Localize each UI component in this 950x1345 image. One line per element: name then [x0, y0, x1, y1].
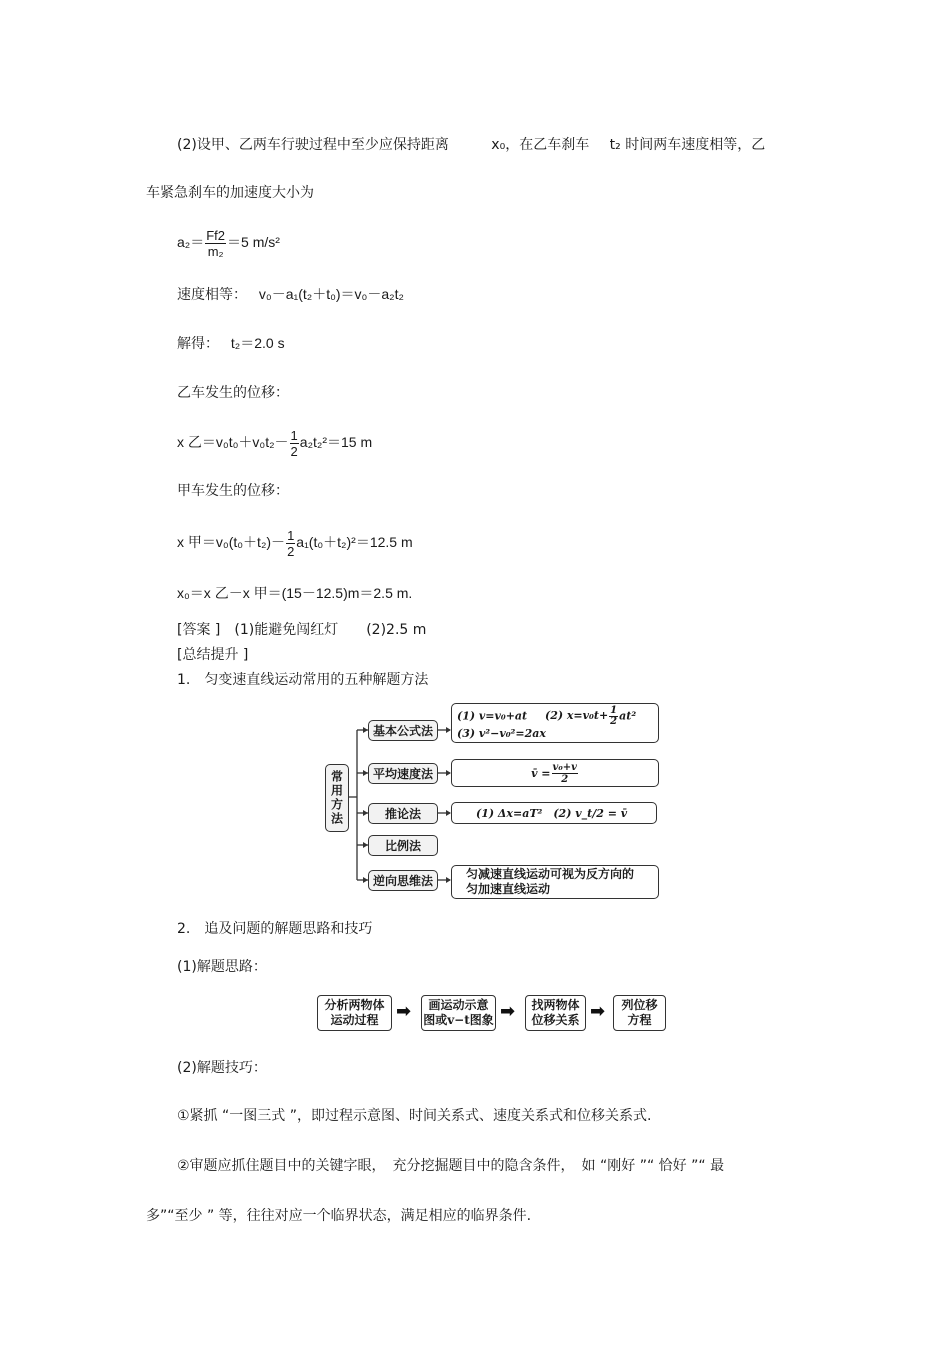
flow-arrow-2: ➡: [500, 1001, 516, 1022]
flow-step-2-line2: 图或v−t图象: [423, 1013, 494, 1027]
formula2-fraction: [552, 762, 578, 785]
part2-intro-a: (2)设甲、乙两车行驶过程中至少应保持距离: [177, 137, 449, 153]
jia-eq-lhs: x 甲＝v₀(t₀＋t₂)－: [177, 534, 286, 550]
formula2-lhs: v̄ =: [531, 766, 551, 780]
formula1-a: (1) v=v₀+at: [457, 709, 528, 722]
answer-line: [答案 ] (1)能避免闯红灯 (2)2.5 m: [177, 622, 427, 638]
formula-inference: (1) Δx=aT² (2) v_t/2 = v̄: [451, 802, 657, 824]
formula5-a: 匀减速直线运动可视为反方向的: [466, 867, 635, 881]
flow-arrow-1: ➡: [396, 1001, 412, 1022]
part2-intro-b: x₀，在乙车刹车: [491, 137, 590, 153]
yi-frac-den: 2: [290, 443, 298, 459]
flow-step-1-line2: 运动过程: [330, 1013, 379, 1027]
tip-2-line2: 多”“至少 ” 等，往往对应一个临界状态，满足相应的临界条件.: [146, 1208, 532, 1224]
jia-frac-den: 2: [287, 543, 295, 559]
formula2-num: v₀+v: [552, 761, 577, 773]
accel-den: m₂: [207, 243, 224, 259]
method-reverse-thinking: 逆向思维法: [368, 870, 438, 891]
accel-rhs: ＝5 m/s²: [227, 234, 280, 250]
formula-average-velocity: [451, 759, 659, 787]
formula-reverse-thinking: [451, 865, 659, 899]
formula-basic-line1: [457, 706, 636, 727]
section2-sub1: (1)解题思路：: [177, 959, 267, 975]
solve-eq: t₂＝2.0 s: [230, 335, 285, 351]
accel-lhs: a₂＝: [177, 234, 205, 250]
flow-arrow-3: ➡: [590, 1001, 606, 1022]
flow-step-3-line1: 找两物体: [531, 998, 580, 1012]
jia-disp-label: 甲车发生的位移：: [177, 483, 289, 499]
speed-equal-eq: v₀－a₁(t₂＋t₀)＝v₀－a₂t₂: [258, 286, 404, 302]
flow-step-2-line1: 画运动示意: [428, 998, 489, 1012]
x0-equation: x₀＝x 乙－x 甲＝(15－12.5)m＝2.5 m.: [177, 585, 413, 601]
method-inference: 推论法: [368, 803, 438, 824]
yi-disp-label: 乙车发生的位移：: [177, 385, 289, 401]
yi-eq-lhs: x 乙＝v₀t₀＋v₀t₂－: [177, 434, 289, 450]
tip-2-line1: ②审题应抓住题目中的关键字眼， 充分挖掘题目中的隐含条件， 如 “刚好 ”“ 恰好 ”“ 最: [177, 1158, 725, 1174]
flow-step-3: [525, 995, 586, 1031]
formula1-half: $\frac{1}{2}$: [610, 704, 618, 727]
flow-step-4-line1: 列位移: [621, 998, 658, 1012]
accel-num: Ff2: [206, 227, 226, 243]
part2-intro-c: t₂ 时间两车速度相等，乙: [609, 137, 766, 153]
formula1-b: (2) x=v₀t+: [544, 709, 609, 722]
jia-frac-num: 1: [287, 527, 295, 543]
methods-root: 常用方法: [325, 764, 349, 832]
method-basic-formula: 基本公式法: [368, 720, 438, 741]
yi-frac-num: 1: [290, 427, 298, 443]
flow-step-1-line1: 分析两物体: [324, 998, 385, 1012]
method-ratio: 比例法: [368, 835, 438, 856]
jia-eq-rhs: a₁(t₀＋t₂)²＝12.5 m: [296, 534, 413, 550]
section2-sub2: (2)解题技巧：: [177, 1060, 267, 1076]
summary-heading: [总结提升 ]: [177, 647, 249, 663]
flow-step-4: [613, 995, 666, 1031]
flow-step-4-line2: 方程: [627, 1013, 652, 1027]
flow-step-1: [317, 995, 392, 1031]
speed-equal-label: 速度相等：: [177, 286, 247, 302]
section2-title: 2. 追及问题的解题思路和技巧: [177, 921, 373, 937]
formula1-c: (3) v²−v₀²=2ax: [457, 726, 546, 740]
formula-basic: [451, 703, 659, 743]
yi-eq-rhs: a₂t₂²＝15 m: [299, 434, 373, 450]
formula1-b2: at²: [619, 709, 637, 722]
solve-label: 解得：: [177, 335, 219, 351]
flow-step-2: [421, 995, 496, 1031]
formula5-b: 匀加速直线运动: [466, 882, 551, 896]
section1-title: 1. 匀变速直线运动常用的五种解题方法: [177, 672, 429, 688]
method-average-velocity: 平均速度法: [368, 763, 438, 784]
part2-intro-d: 车紧急刹车的加速度大小为: [146, 185, 314, 201]
formula2-den: 2: [561, 773, 569, 785]
tip-1: ①紧抓 “一图三式 ”，即过程示意图、时间关系式、速度关系式和位移关系式.: [177, 1108, 652, 1124]
flow-step-3-line2: 位移关系: [531, 1013, 580, 1027]
